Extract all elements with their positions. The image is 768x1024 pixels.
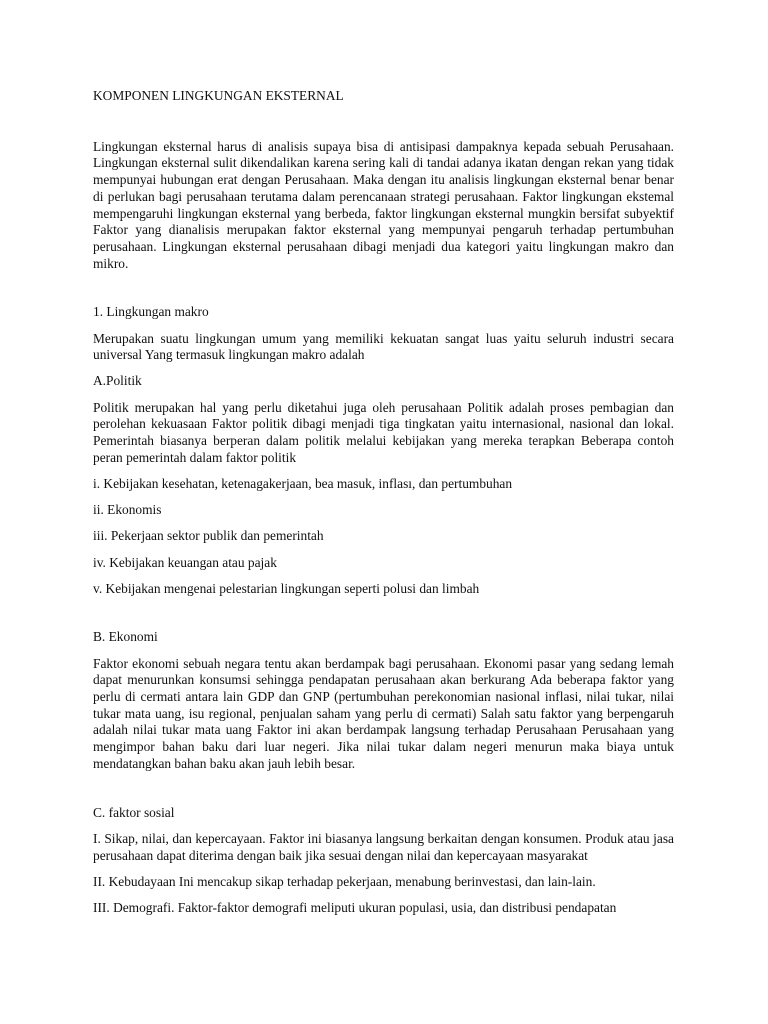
politik-paragraph: Politik merupakan hal yang perlu diketahui juga oleh perusahaan Politik adalah proses pembagian dan perolehan kekuasaan Faktor politik dibagi menjadi tiga tingkatan yaitu internasional, nasional dan lokal. Pemerintah biasanya berperan dalam politik melalui kebijakan yang mereka terapkan Beberapa contoh peran pemerintah dalam faktor politik — [93, 399, 674, 465]
lingkungan-makro-paragraph: Merupakan suatu lingkungan umum yang memiliki kekuatan sangat luas yaitu seluruh industri secara universal Yang termasuk lingkungan makro adalah — [93, 330, 674, 363]
politik-list-item: iii. Pekerjaan sektor publik dan pemerintah — [93, 528, 324, 544]
politik-list-item: i. Kebijakan kesehatan, ketenagakerjaan, bea masuk, inflası, dan pertumbuhan — [93, 475, 513, 491]
section-heading-politik: A.Politik — [93, 373, 142, 389]
document-title: KOMPONEN LINGKUNGAN EKSTERNAL — [93, 88, 344, 103]
intro-paragraph: Lingkungan eksternal harus di analisis supaya bisa di antisipasi dampaknya kepada sebuah Perusahaan. Lingkungan eksternal sulit dikendalikan karena sering kali di tandai adanya ikatan dengan rekan yang tidak mempunyai hubungan erat dengan Perusahaan. Maka dengan itu analisis lingkungan eksternal benar benar di perlukan bagi perusahaan terutama dalam perencanaan strategi perusahaan. Faktor lingkungan ekstemal mempengaruhi lingkungan eksternal yang berbeda, faktor lingkungan eksternal mungkin bersifat subyektif Faktor yang dianalisis merupakan faktor eksternal yang mempunyai pengaruh terhadap pertumbuhan perusahaan. Lingkungan eksternal perusahaan dibagi menjadi dua kategori yaitu lingkungan makro dan mikro. — [93, 138, 674, 271]
sosial-list-item: I. Sikap, nilai, dan kepercayaan. Faktor ini biasanya langsung berkaitan dengan konsumen. Produk atau jasa perusahaan dapat diterima dengan baik jika sesuai dengan nilai dan kepercayaan masyarakat — [93, 830, 674, 863]
section-heading-lingkungan-makro: 1. Lingkungan makro — [93, 304, 209, 320]
politik-list-item: iv. Kebijakan keuangan atau pajak — [93, 554, 277, 570]
ekonomi-paragraph: Faktor ekonomi sebuah negara tentu akan berdampak bagi perusahaan. Ekonomi pasar yang sedang lemah dapat menurunkan konsumsi sehingga pendapatan perusahaan akan berkurang Ada beberapa faktor yang perlu di cermati antara lain GDP dan GNP (pertumbuhan perekonomian nasional inflasi, nilai tukar, nilai tukar mata uang, isu regional, penjualan saham yang perlu di cermati) Salah satu faktor yang berpengaruh adalah nilai tukar mata uang Faktor ini akan berdampak langsung terhadap Perusahaan Perusahaan yang mengimpor bahan baku dari luar negeri. Jika nilai tukar dalam negeri menurun maka biaya untuk mendatangkan bahan baku akan jauh lebih besar. — [93, 655, 674, 771]
section-heading-faktor-sosial: C. faktor sosial — [93, 804, 175, 820]
section-heading-ekonomi: B. Ekonomi — [93, 629, 158, 645]
politik-list-item: v. Kebijakan mengenai pelestarian lingkungan seperti polusi dan limbah — [93, 580, 480, 596]
sosial-list-item: III. Demografi. Faktor-faktor demografi meliputi ukuran populasi, usia, dan distribusi pendapatan — [93, 899, 617, 915]
document-body — [93, 88, 674, 926]
politik-list-item: ii. Ekonomis — [93, 502, 162, 518]
sosial-list-item: II. Kebudayaan Ini mencakup sikap terhadap pekerjaan, menabung berinvestasi, dan lain-lain. — [93, 873, 596, 889]
